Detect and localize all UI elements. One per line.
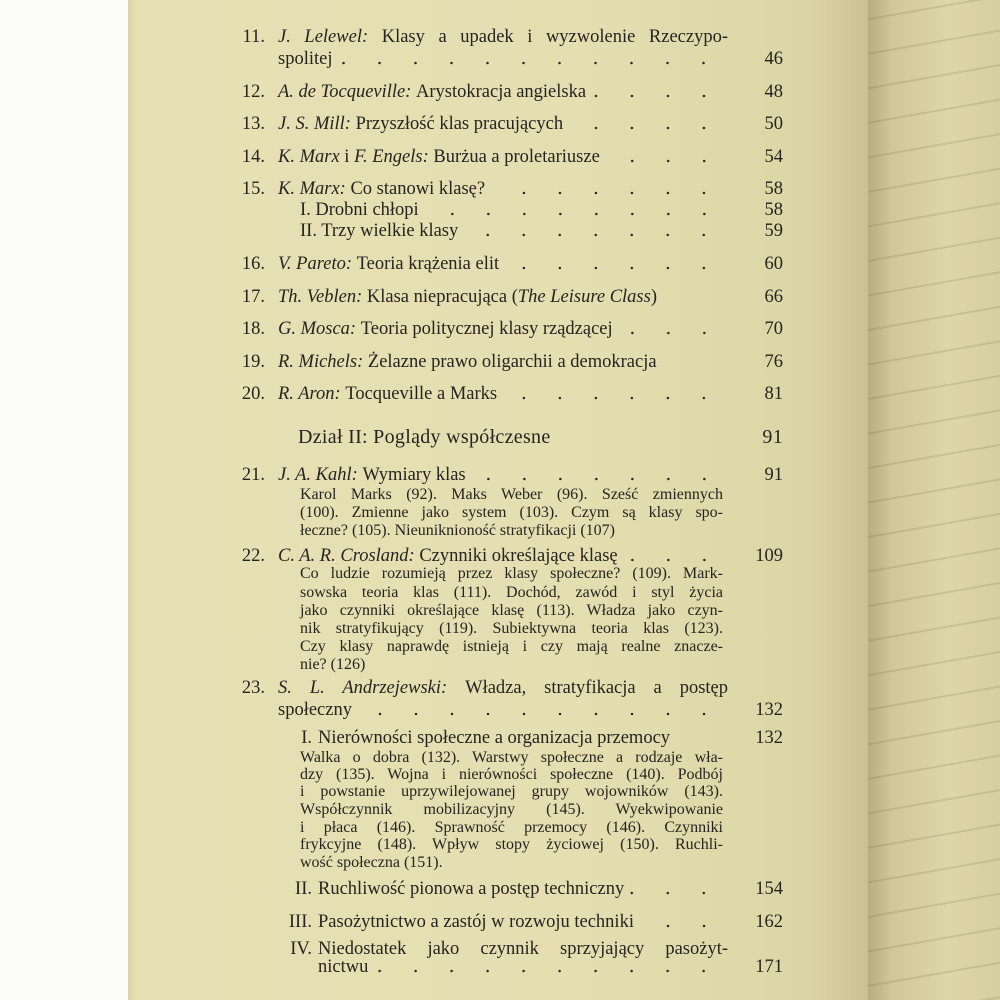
title-emphasis: The Leisure Class — [517, 287, 651, 307]
roman-numeral: III. — [288, 912, 312, 932]
toc-line-entry[interactable] — [0, 287, 1000, 311]
dot-leader — [358, 712, 722, 716]
entry-title — [300, 565, 723, 583]
entry-title — [278, 319, 728, 340]
title-text: i płaca (146). Sprawność przemocy (146). Czynniki — [300, 819, 723, 836]
toc-line-cont[interactable] — [0, 700, 1000, 724]
toc-line-desc — [0, 522, 1000, 546]
toc-line-cont[interactable] — [0, 49, 1000, 73]
entry-number: 12. — [241, 82, 265, 102]
page-number: 70 — [764, 319, 783, 339]
page-number: 59 — [764, 221, 783, 241]
entry-number: 15. — [241, 179, 265, 199]
title-text: Co ludzie rozumieją przez klasy społeczne? (109). Mark- — [300, 565, 723, 582]
entry-title — [300, 638, 723, 656]
entry-title — [278, 678, 728, 699]
title-text: Przyszłość klas pracujących — [355, 114, 564, 134]
author: C. A. R. Crosland: — [278, 546, 415, 566]
toc-line-entry[interactable] — [0, 352, 1000, 376]
title-text: spolitej — [278, 49, 333, 69]
title-text: Niedostatek jako czynnik sprzyjający pasożyt- — [318, 939, 728, 959]
entry-title — [278, 114, 728, 135]
page-number: 48 — [764, 82, 783, 102]
author: K. Marx: — [278, 179, 346, 199]
page-number: 58 — [764, 179, 783, 199]
entry-number: 13. — [241, 114, 265, 134]
entry-number: 11. — [242, 27, 265, 47]
toc-line-desc — [0, 854, 1000, 878]
entry-title — [278, 384, 728, 405]
title-text: Czy klasy naprawdę istnieją i czy mają realne znacze- — [300, 638, 723, 655]
toc-line-entry[interactable] — [0, 319, 1000, 343]
title-text: frykcyjne (148). Wpływ stopy życiowej (150). Ruchli- — [300, 836, 723, 853]
title-text: Władza, stratyfikacja a postęp — [465, 678, 729, 698]
dot-leader — [503, 396, 722, 400]
page-number: 58 — [764, 200, 783, 220]
toc-line-entry[interactable] — [0, 82, 1000, 106]
title-text: Burżua a proletariusze — [433, 147, 600, 167]
entry-title — [300, 656, 723, 674]
title-text: Pasożytnictwo a zastój w rozwoju techniki — [318, 912, 634, 932]
page-number: 154 — [755, 879, 783, 899]
entry-title — [278, 147, 728, 168]
entry-title — [300, 200, 728, 221]
entry-number: 17. — [241, 287, 265, 307]
entry-title — [318, 957, 728, 978]
title-text: Arystokracja angielska — [416, 82, 587, 102]
author: V. Pareto: — [278, 254, 352, 274]
title-text: Teoria politycznej klasy rządzącej — [360, 319, 613, 339]
entry-number: 20. — [241, 384, 265, 404]
entry-title — [278, 287, 728, 308]
title-text: łeczne? (105). Nieuniknioność stratyfikacji (107) — [300, 522, 615, 539]
author: S. L. Andrzejewski: — [278, 678, 448, 698]
title-text: społeczny — [278, 700, 352, 720]
author: R. Aron: — [278, 384, 341, 404]
entry-title — [278, 82, 728, 103]
toc-line-desc — [0, 656, 1000, 680]
roman-numeral: IV. — [290, 939, 312, 959]
author: A. de Tocqueville: — [278, 82, 412, 102]
title-text: I. Drobni chłopi — [300, 200, 419, 220]
entry-title — [300, 620, 723, 638]
entry-number: 18. — [241, 319, 265, 339]
entry-title — [318, 912, 728, 933]
entry-title — [300, 854, 723, 872]
title-text: Klasy a upadek i wyzwolenie Rzeczypo- — [381, 27, 728, 47]
entry-title — [278, 546, 728, 567]
title-text: Teoria krążenia elit — [356, 254, 500, 274]
entry-title — [300, 819, 723, 837]
title-text: Klasa niepracująca ( — [366, 287, 518, 307]
title-text: nik stratyfikujący (119). Subiektywna teoria klas (123). — [300, 620, 723, 637]
author: J. Lelewel: — [278, 27, 369, 47]
page-number: 60 — [764, 254, 783, 274]
entry-title — [278, 179, 728, 200]
dot-leader — [338, 61, 722, 65]
entry-title — [300, 801, 723, 819]
entry-number: 22. — [241, 546, 265, 566]
page-number: 132 — [755, 728, 783, 748]
title-text: Tocqueville a Marks — [345, 384, 498, 404]
toc-line-roman[interactable] — [0, 912, 1000, 936]
page-number: 54 — [764, 147, 783, 167]
roman-numeral: I. — [301, 728, 312, 748]
dot-leader — [472, 477, 722, 481]
entry-title — [278, 465, 728, 486]
entry-title — [318, 879, 728, 900]
author: F. Engels: — [354, 147, 429, 167]
toc-line-entry[interactable] — [0, 27, 1000, 51]
author: J. A. Kahl: — [278, 465, 358, 485]
toc-line-heading[interactable] — [0, 426, 1000, 450]
title-text: Ruchliwość pionowa a postęp techniczny — [318, 879, 625, 899]
title-text: Żelazne prawo oligarchii a demokracja — [367, 352, 657, 372]
entry-number: 23. — [241, 678, 265, 698]
entry-title — [278, 700, 728, 721]
page-number: 50 — [764, 114, 783, 134]
title-text: Dział II: Poglądy współczesne — [298, 426, 551, 448]
title-text-end: ) — [650, 287, 658, 307]
dot-leader — [505, 266, 722, 270]
author: K. Marx — [278, 147, 340, 167]
title-text: II. Trzy wielkie klasy — [300, 221, 459, 241]
toc-line-roman[interactable] — [0, 879, 1000, 903]
title-text: i powstanie uprzywilejowanej grupy wojowników (143). — [300, 783, 723, 800]
entry-title — [300, 783, 723, 801]
entry-title — [300, 836, 723, 854]
page-number: 76 — [764, 352, 783, 372]
page-number: 91 — [762, 426, 783, 448]
entry-title — [278, 27, 728, 48]
title-text: dzy (135). Wojna i nierówności społeczne (140). Podbój — [300, 766, 723, 783]
page-number: 132 — [755, 700, 783, 720]
author: Th. Veblen: — [278, 287, 363, 307]
entry-title — [300, 221, 728, 242]
title-text: nictwu — [318, 957, 369, 977]
entry-title — [318, 728, 728, 749]
page-number: 91 — [764, 465, 783, 485]
title-text: Czynniki określające klasę — [419, 546, 618, 566]
page-number: 46 — [764, 49, 783, 69]
toc-line-sub[interactable] — [0, 221, 1000, 245]
entry-title — [300, 522, 723, 540]
page-number: 171 — [755, 957, 783, 977]
entry-title — [300, 584, 723, 602]
title-text: Wymiary klas — [362, 465, 466, 485]
toc-line-entry[interactable] — [0, 384, 1000, 408]
page-number: 81 — [764, 384, 783, 404]
dot-leader — [464, 233, 722, 237]
title-text: Karol Marks (92). Maks Weber (96). Sześć zmiennych — [300, 486, 723, 503]
entry-number: 16. — [241, 254, 265, 274]
toc-line-cont[interactable] — [0, 957, 1000, 981]
dot-leader — [491, 191, 722, 195]
entry-title — [298, 426, 728, 449]
entry-title — [278, 254, 728, 275]
page-number: 109 — [755, 546, 783, 566]
author: R. Michels: — [278, 352, 364, 372]
entry-title — [300, 766, 723, 784]
title-text: wość społeczna (151). — [300, 854, 443, 871]
page-number: 66 — [764, 287, 783, 307]
title-text: jako czynniki określające klasę (113). Władza jako czyn- — [300, 602, 723, 619]
dot-leader — [374, 969, 722, 973]
toc-line-entry[interactable] — [0, 114, 1000, 138]
roman-numeral: II. — [295, 879, 312, 899]
title-text: Co stanowi klasę? — [350, 179, 486, 199]
page-number: 162 — [755, 912, 783, 932]
entry-title — [300, 749, 723, 767]
entry-title — [300, 504, 723, 522]
dot-leader — [425, 212, 722, 216]
title-text: (100). Zmienne jako system (103). Czym są klasy spo- — [300, 504, 723, 521]
toc-line-entry[interactable] — [0, 147, 1000, 171]
title-text: Walka o dobra (132). Warstwy społeczne a rodzaje wła- — [300, 749, 723, 766]
entry-title — [278, 49, 728, 70]
title-text: sowska teoria klas (111). Dochód, zawód i styl życia — [300, 584, 723, 601]
entry-number: 21. — [241, 465, 265, 485]
toc-line-entry[interactable] — [0, 678, 1000, 702]
entry-title — [300, 602, 723, 620]
author: J. S. Mill: — [278, 114, 351, 134]
title-text: Współczynnik mobilizacyjny (145). Wyekwipowanie — [300, 801, 723, 818]
title-text: Nierówności społeczne a organizacja przemocy — [318, 728, 671, 748]
entry-number: 19. — [241, 352, 265, 372]
entry-title — [278, 352, 728, 373]
entry-title — [300, 486, 723, 504]
title-text: nie? (126) — [300, 656, 366, 673]
toc-line-entry[interactable] — [0, 254, 1000, 278]
entry-number: 14. — [241, 147, 265, 167]
conjunction: i — [344, 147, 350, 167]
author: G. Mosca: — [278, 319, 357, 339]
